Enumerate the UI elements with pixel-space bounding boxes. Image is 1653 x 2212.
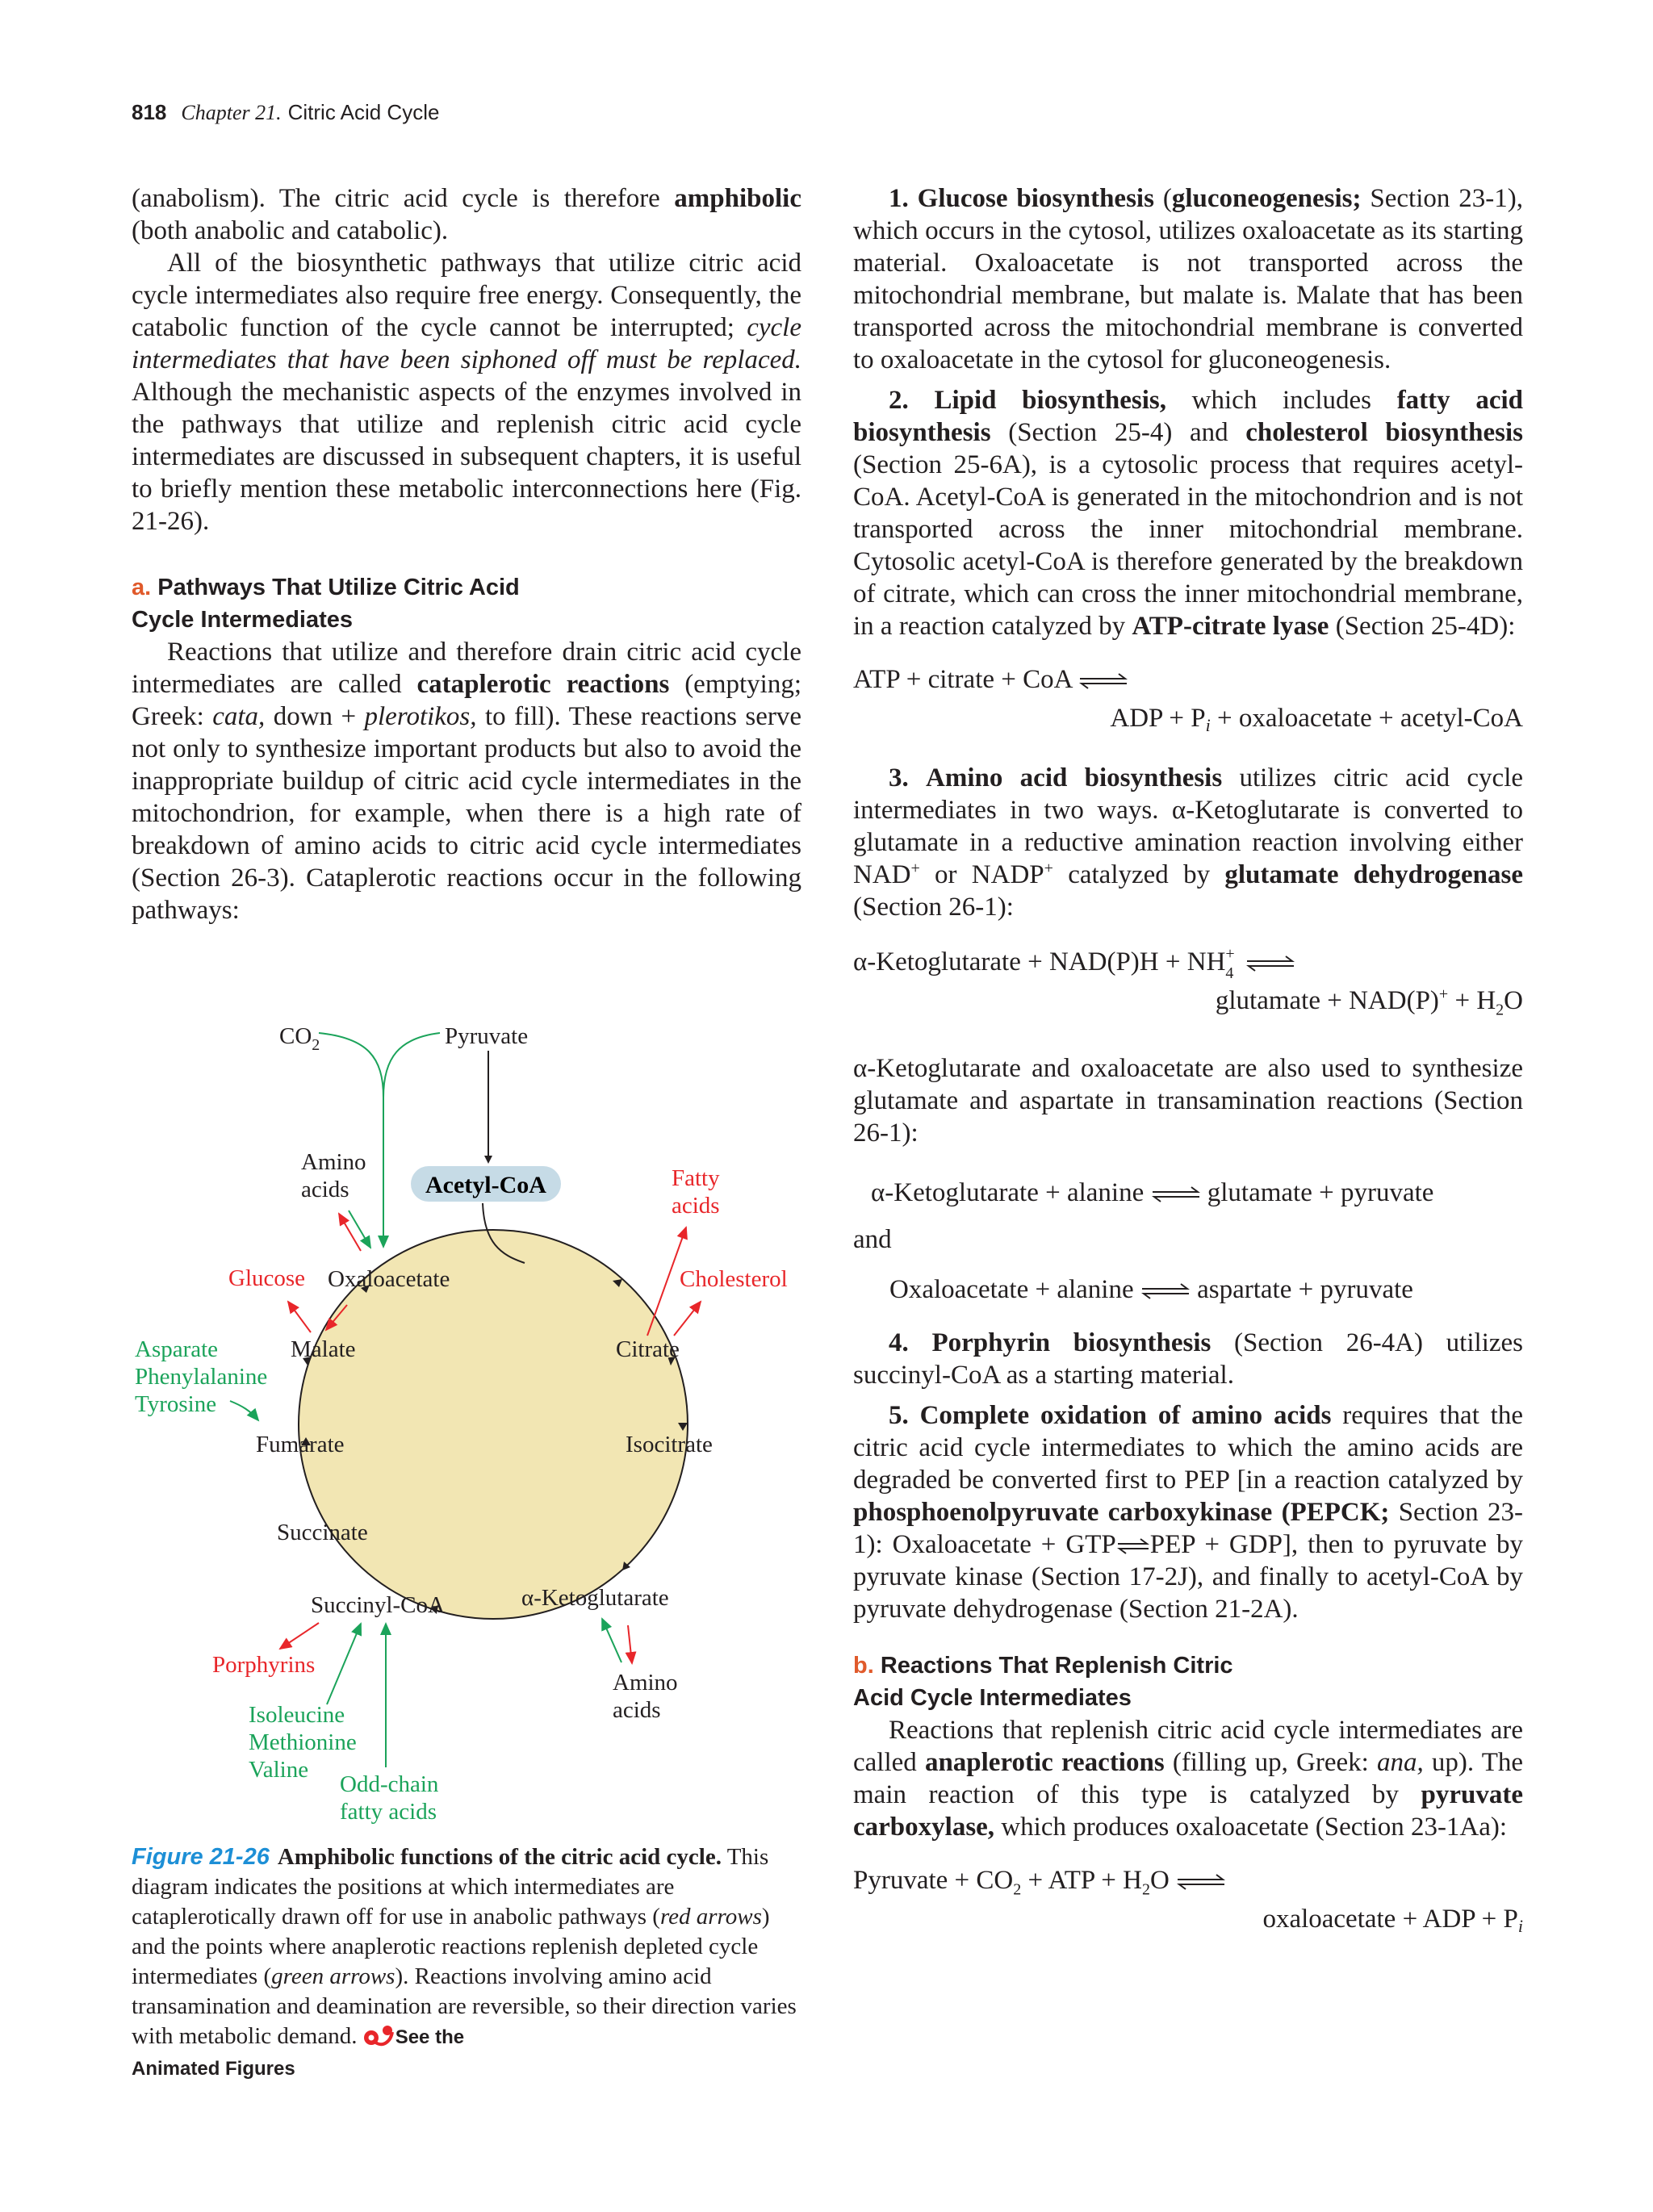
figure-label: Figure 21-26 xyxy=(132,1844,270,1870)
succinate-label: Succinate xyxy=(277,1520,368,1545)
odd-chain-label-1: Odd-chain xyxy=(340,1771,439,1797)
item-glucose-biosynthesis: 1. Glucose biosynthesis (gluconeogenesis; Section 23-1), which occurs in the cytosol, utilizes oxaloacetate as its starting material. Oxaloacetate is not transported across the mitochondrial membrane, but malate is. Malate that has been transported across the mitochondrial membrane is converted to oxaloacetate in the cytosol for gluconeogenesis. xyxy=(853,184,1523,374)
oxaloacetate-to-amino-acids-arrow xyxy=(339,1214,361,1251)
equation-atp-citrate-lyase-left: ATP + citrate + CoA xyxy=(853,663,1523,702)
fumarate-label: Fumarate xyxy=(256,1432,345,1457)
right-column xyxy=(853,182,1523,1942)
equilibrium-arrow-icon xyxy=(1140,1283,1191,1299)
amino-acids-top-label-1: Amino xyxy=(301,1149,366,1175)
equation-transamination-2: Oxaloacetate + alanine aspartate + pyruvate xyxy=(889,1275,1413,1304)
glucose-label: Glucose xyxy=(228,1265,306,1291)
equilibrium-arrow-icon xyxy=(1116,1538,1150,1554)
section-heading-b: b. Reactions That Replenish Citric Acid Cycle Intermediates xyxy=(853,1653,1233,1711)
paragraph: Reactions that utilize and therefore drain citric acid cycle intermediates are called cataplerotic reactions (emptying; Greek: cata, down + plerotikos, to fill). These reactions serve not only to synthesize important products but also to avoid the inappropriate buildup of citric acid cycle intermediates in the mitochondrion, for example, when there is a high rate of breakdown of amino acids to citric acid cycle intermediates (Section 26-3). Cataplerotic reactions occur in the following pathways: xyxy=(132,638,802,925)
and-word: and xyxy=(853,1225,892,1254)
citrate-label: Citrate xyxy=(616,1336,680,1362)
co2-label: $CO_2$ xyxy=(279,1023,320,1054)
animation-icon[interactable] xyxy=(363,2024,395,2048)
oxaloacetate-label: Oxaloacetate xyxy=(328,1266,450,1292)
equilibrium-arrow-icon xyxy=(1151,1186,1201,1202)
equation-atp-citrate-lyase-right: ADP + Pi + oxaloacetate + acetyl-CoA xyxy=(1110,704,1523,735)
pyruvate-to-oxaloacetate-arrow xyxy=(383,1033,440,1098)
succinyl-coa-label: Succinyl-CoA xyxy=(311,1592,445,1618)
section-heading-a: a. Pathways That Utilize Citric Acid Cycle Intermediates xyxy=(132,575,520,633)
amino-acids-bottom-label-2: acids xyxy=(613,1697,661,1723)
animated-figures-link[interactable]: Animated Figures xyxy=(132,2058,295,2080)
citrate-to-cholesterol-arrow xyxy=(674,1302,701,1336)
amino-acids-to-akg-arrow xyxy=(602,1619,621,1662)
equation-transamination-1: α-Ketoglutarate + alanine glutamate + pyruvate xyxy=(871,1178,1434,1207)
methionine-label: Methionine xyxy=(249,1729,357,1755)
paragraph: All of the biosynthetic pathways that utilize citric acid cycle intermediates also require free energy. Consequently, the catabolic function of the cycle cannot be interrupted; cycle intermediates that have been siphoned off must be replaced. Although the mechanistic aspects of the enzymes involved in the pathways that utilize and replenish citric acid cycle intermediates are discussed in subsequent chapters, it is useful to briefly mention these metabolic interconnections here (Fig. 21-26). xyxy=(132,249,801,536)
succinyl-coa-to-porphyrins-arrow xyxy=(280,1623,319,1649)
amino-acids-top-label-2: acids xyxy=(301,1177,349,1202)
paragraph-transamination: α-Ketoglutarate and oxaloacetate are also used to synthesize glutamate and aspartate in transamination reactions (Section 26-1): xyxy=(853,1054,1523,1148)
phenylalanine-label: Phenylalanine xyxy=(135,1364,268,1390)
equation-glutamate-dehydrogenase-left: α-Ketoglutarate + NAD(P)H + NH + 4 xyxy=(853,946,1523,985)
malate-label: Malate xyxy=(291,1336,356,1362)
equilibrium-arrow-icon xyxy=(1245,955,1295,972)
equilibrium-arrow-icon xyxy=(1078,673,1128,689)
acetyl-coa-label: Acetyl-CoA xyxy=(425,1172,546,1198)
odd-chain-label-2: fatty acids xyxy=(340,1799,437,1825)
isoleucine-label: Isoleucine xyxy=(249,1702,345,1728)
fatty-acids-label-2: acids xyxy=(672,1193,720,1219)
chapter-label: Chapter 21. xyxy=(181,101,282,124)
figure-caption: Figure 21-26 Amphibolic functions of the citric acid cycle. This diagram indicates the positions at which intermediates are cataplerotically drawn off for use in anabolic pathways (red arrows) and the points where anaplerotic reactions replenish depleted cycle intermediates (green arrows). Reactions involving amino acid transamination and deamination are reversible, so their direction varies with metabolic demand. See the Animated Figures xyxy=(132,1842,801,2084)
left-column xyxy=(132,182,801,926)
cholesterol-label: Cholesterol xyxy=(680,1266,788,1292)
fatty-acids-label-1: Fatty xyxy=(672,1165,720,1191)
paragraph-anaplerotic: Reactions that replenish citric acid cycle intermediates are called anaplerotic reactions (filling up, Greek: ana, up). The main reaction of this type is catalyzed by pyruvate carboxylase, which produces oxaloacetate (Section 23-1Aa): xyxy=(853,1716,1523,1842)
akg-to-amino-acids-arrow xyxy=(628,1625,632,1663)
aromatic-amino-acids-to-fumarate-arrow xyxy=(230,1401,258,1420)
branched-amino-acids-to-succinyl-coa-arrow xyxy=(327,1624,361,1704)
equation-pyruvate-carboxylase-right: oxaloacetate + ADP + Pi xyxy=(1262,1905,1523,1936)
equilibrium-arrow-icon xyxy=(1176,1874,1226,1890)
asparate-label: Asparate xyxy=(135,1336,219,1362)
isocitrate-label: Isocitrate xyxy=(626,1432,713,1457)
citric-acid-cycle-diagram xyxy=(132,1017,818,1840)
item-amino-acid-biosynthesis: 3. Amino acid biosynthesis utilizes citric acid cycle intermediates in two ways. α-Ketoglutarate is converted to glutamate in a reductive amination reaction involving either NAD+ or NADP+ catalyzed by glutamate dehydrogenase (Section 26-1): xyxy=(853,763,1524,922)
amino-acids-to-oxaloacetate-arrow xyxy=(349,1211,370,1248)
valine-label: Valine xyxy=(249,1757,309,1783)
paragraph: (anabolism). The citric acid cycle is therefore amphibolic (both anabolic and catabolic). xyxy=(132,184,801,245)
chapter-title: Citric Acid Cycle xyxy=(287,100,440,124)
see-the-link[interactable]: See the xyxy=(395,2026,465,2048)
tyrosine-label: Tyrosine xyxy=(135,1391,217,1417)
alpha-ketoglutarate-label: α-Ketoglutarate xyxy=(521,1585,669,1611)
running-header xyxy=(132,100,439,125)
page-number: 818 xyxy=(132,100,167,124)
porphyrins-label: Porphyrins xyxy=(212,1652,316,1678)
item-complete-oxidation: 5. Complete oxidation of amino acids requires that the citric acid cycle intermediates to which the amino acids are degraded be converted first to PEP [in a reaction catalyzed by phosphoenolpyruvate carboxykinase (PEPCK; Section 23-1): Oxaloacetate + GTP PEP + GDP], then to pyruvate by pyruvate kinase (Section 17-2J), and finally to acetyl-CoA by pyruvate dehydrogenase (Section 21-2A). xyxy=(853,1401,1523,1624)
pyruvate-label: Pyruvate xyxy=(445,1023,529,1049)
malate-to-glucose-arrow xyxy=(288,1302,311,1332)
equation-glutamate-dehydrogenase-right: glutamate + $NAD(P)^+ + H_2O$ xyxy=(1215,985,1523,1019)
amino-acids-bottom-label-1: Amino xyxy=(613,1670,678,1696)
item-porphyrin-biosynthesis: 4. Porphyrin biosynthesis (Section 26-4A) utilizes succinyl-CoA as a starting material. xyxy=(853,1328,1523,1390)
equation-pyruvate-carboxylase-left: Pyruvate + $CO_2$ + ATP + $H_2O$ xyxy=(853,1864,1523,1903)
item-lipid-biosynthesis: 2. Lipid biosynthesis, which includes fatty acid biosynthesis (Section 25-4) and cholesterol biosynthesis (Section 25-6A), is a cytosolic process that requires acetyl-CoA. Acetyl-CoA is generated in the mitochondrion and is not transported across the inner mitochondrial membrane. Cytosolic acetyl-CoA is therefore generated by the breakdown of citrate, which can cross the inner mitochondrial membrane, in a reaction catalyzed by ATP-citrate lyase (Section 25-4D): xyxy=(853,386,1524,641)
